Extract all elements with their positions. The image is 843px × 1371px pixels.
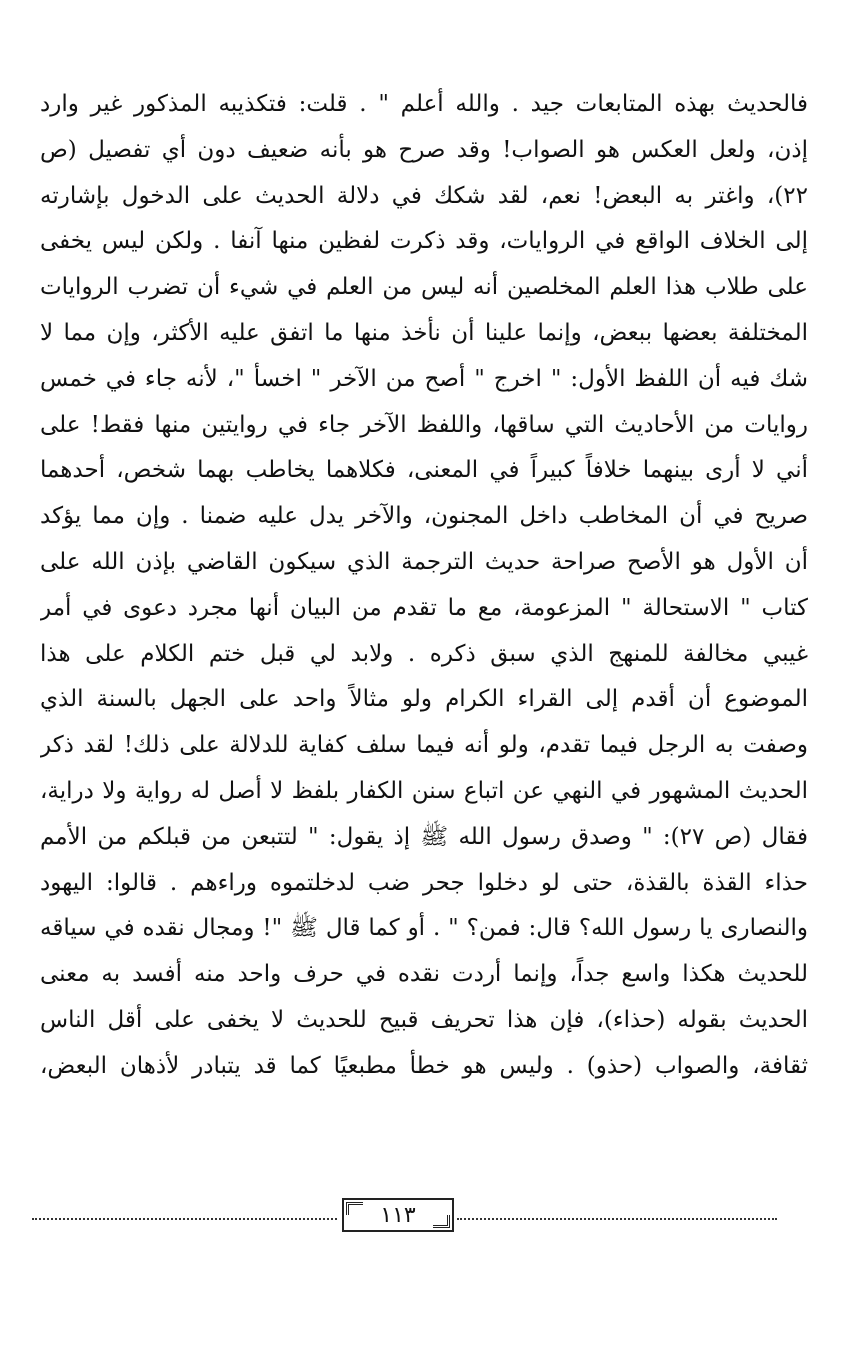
text-line: الموضوع أن أقدم إلى القراء الكرام ولو مثالاً واحد على الجهل بالسنة الذي <box>40 686 808 713</box>
page-footer <box>32 1196 777 1236</box>
page-number: ١١٣ <box>380 1202 416 1228</box>
text-line: للحديث هكذا واسع جداً، وإنما أردت نقده في حرف واحد منه أفسد به معنى <box>40 961 808 988</box>
text-line: على طلاب هذا العلم المخلصين أنه ليس من العلم في شيء أن تضرب الروايات <box>40 274 808 301</box>
text-line: حذاء القذة بالقذة، حتى لو دخلوا جحر ضب لدخلتموه وراءهم . قالوا: اليهود <box>40 869 808 896</box>
text-line: شك فيه أن اللفظ الأول: " اخرج " أصح من الآخر " اخسأ "، لأنه جاء في خمس <box>40 365 808 392</box>
ornament-corner-icon <box>433 1215 450 1228</box>
text-line: الحديث المشهور في النهي عن اتباع سنن الكفار بلفظ لا أصل له رواية ولا دراية، <box>40 777 808 804</box>
text-line: ثقافة، والصواب (حذو) . وليس هو خطأ مطبعيًا كما قد يتبادر لأذهان البعض، <box>40 1052 808 1079</box>
text-line: المختلفة بعضها ببعض، وإنما علينا أن نأخذ منها ما اتفق عليه الأكثر، وإن مما لا <box>40 319 808 346</box>
text-line: فقال (ص ٢٧): " وصدق رسول الله ﷺ إذ يقول: " لتتبعن من قبلكم من الأمم <box>40 823 808 850</box>
text-line: كتاب " الاستحالة " المزعومة، مع ما تقدم من البيان أنها مجرد دعوى في أمر <box>40 594 808 621</box>
text-line: وصفت به الرجل فيما تقدم، ولو أنه فيما سلف كفاية للدلالة على ذلك! لقد ذكر <box>40 732 808 759</box>
text-line: غيبي مخالفة للمنهج الذي سبق ذكره . ولابد لي قبل ختم الكلام على هذا <box>40 640 808 667</box>
text-line: صريح في أن المخاطب داخل المجنون، والآخر يدل عليه ضمنا . وإن مما يؤكد <box>40 503 808 530</box>
text-line: إذن، ولعل العكس هو الصواب! وقد صرح هو بأنه ضعيف دون أي تفصيل (ص <box>40 136 808 163</box>
ornament-corner-icon <box>346 1202 363 1215</box>
text-line: روايات من الأحاديث التي ساقها، واللفظ الآخر جاء في روايتين منها فقط! على <box>40 411 808 438</box>
text-line: أن الأول هو الأصح صراحة حديث الترجمة الذي سيكون القاضي بإذن الله على <box>40 548 808 575</box>
text-line: أني لا أرى بينهما خلافاً كبيراً في المعنى، فكلاهما يخاطب بهما شخص، أحدهما <box>40 457 808 484</box>
text-line: والنصارى يا رسول الله؟ قال: فمن؟ " . أو كما قال ﷺ "! ومجال نقده في سياقه <box>40 915 808 942</box>
footer-rule-left <box>32 1218 337 1220</box>
text-line: ٢٢)، واغتر به البعض! نعم، لقد شكك في دلالة الحديث على الدخول بإشارته <box>40 182 808 209</box>
footer-rule-right <box>457 1218 777 1220</box>
text-line: الحديث بقوله (حذاء)، فإن هذا تحريف قبيح للحديث لا يخفى على أقل الناس <box>40 1006 808 1033</box>
page-body <box>40 82 808 1090</box>
page-number-frame <box>342 1198 454 1232</box>
text-line: إلى الخلاف الواقع في الروايات، وقد ذكرت لفظين منها آنفا . ولكن ليس يخفى <box>40 228 808 255</box>
text-line: فالحديث بهذه المتابعات جيد . والله أعلم " . قلت: فتكذيبه المذكور غير وارد <box>40 91 808 117</box>
